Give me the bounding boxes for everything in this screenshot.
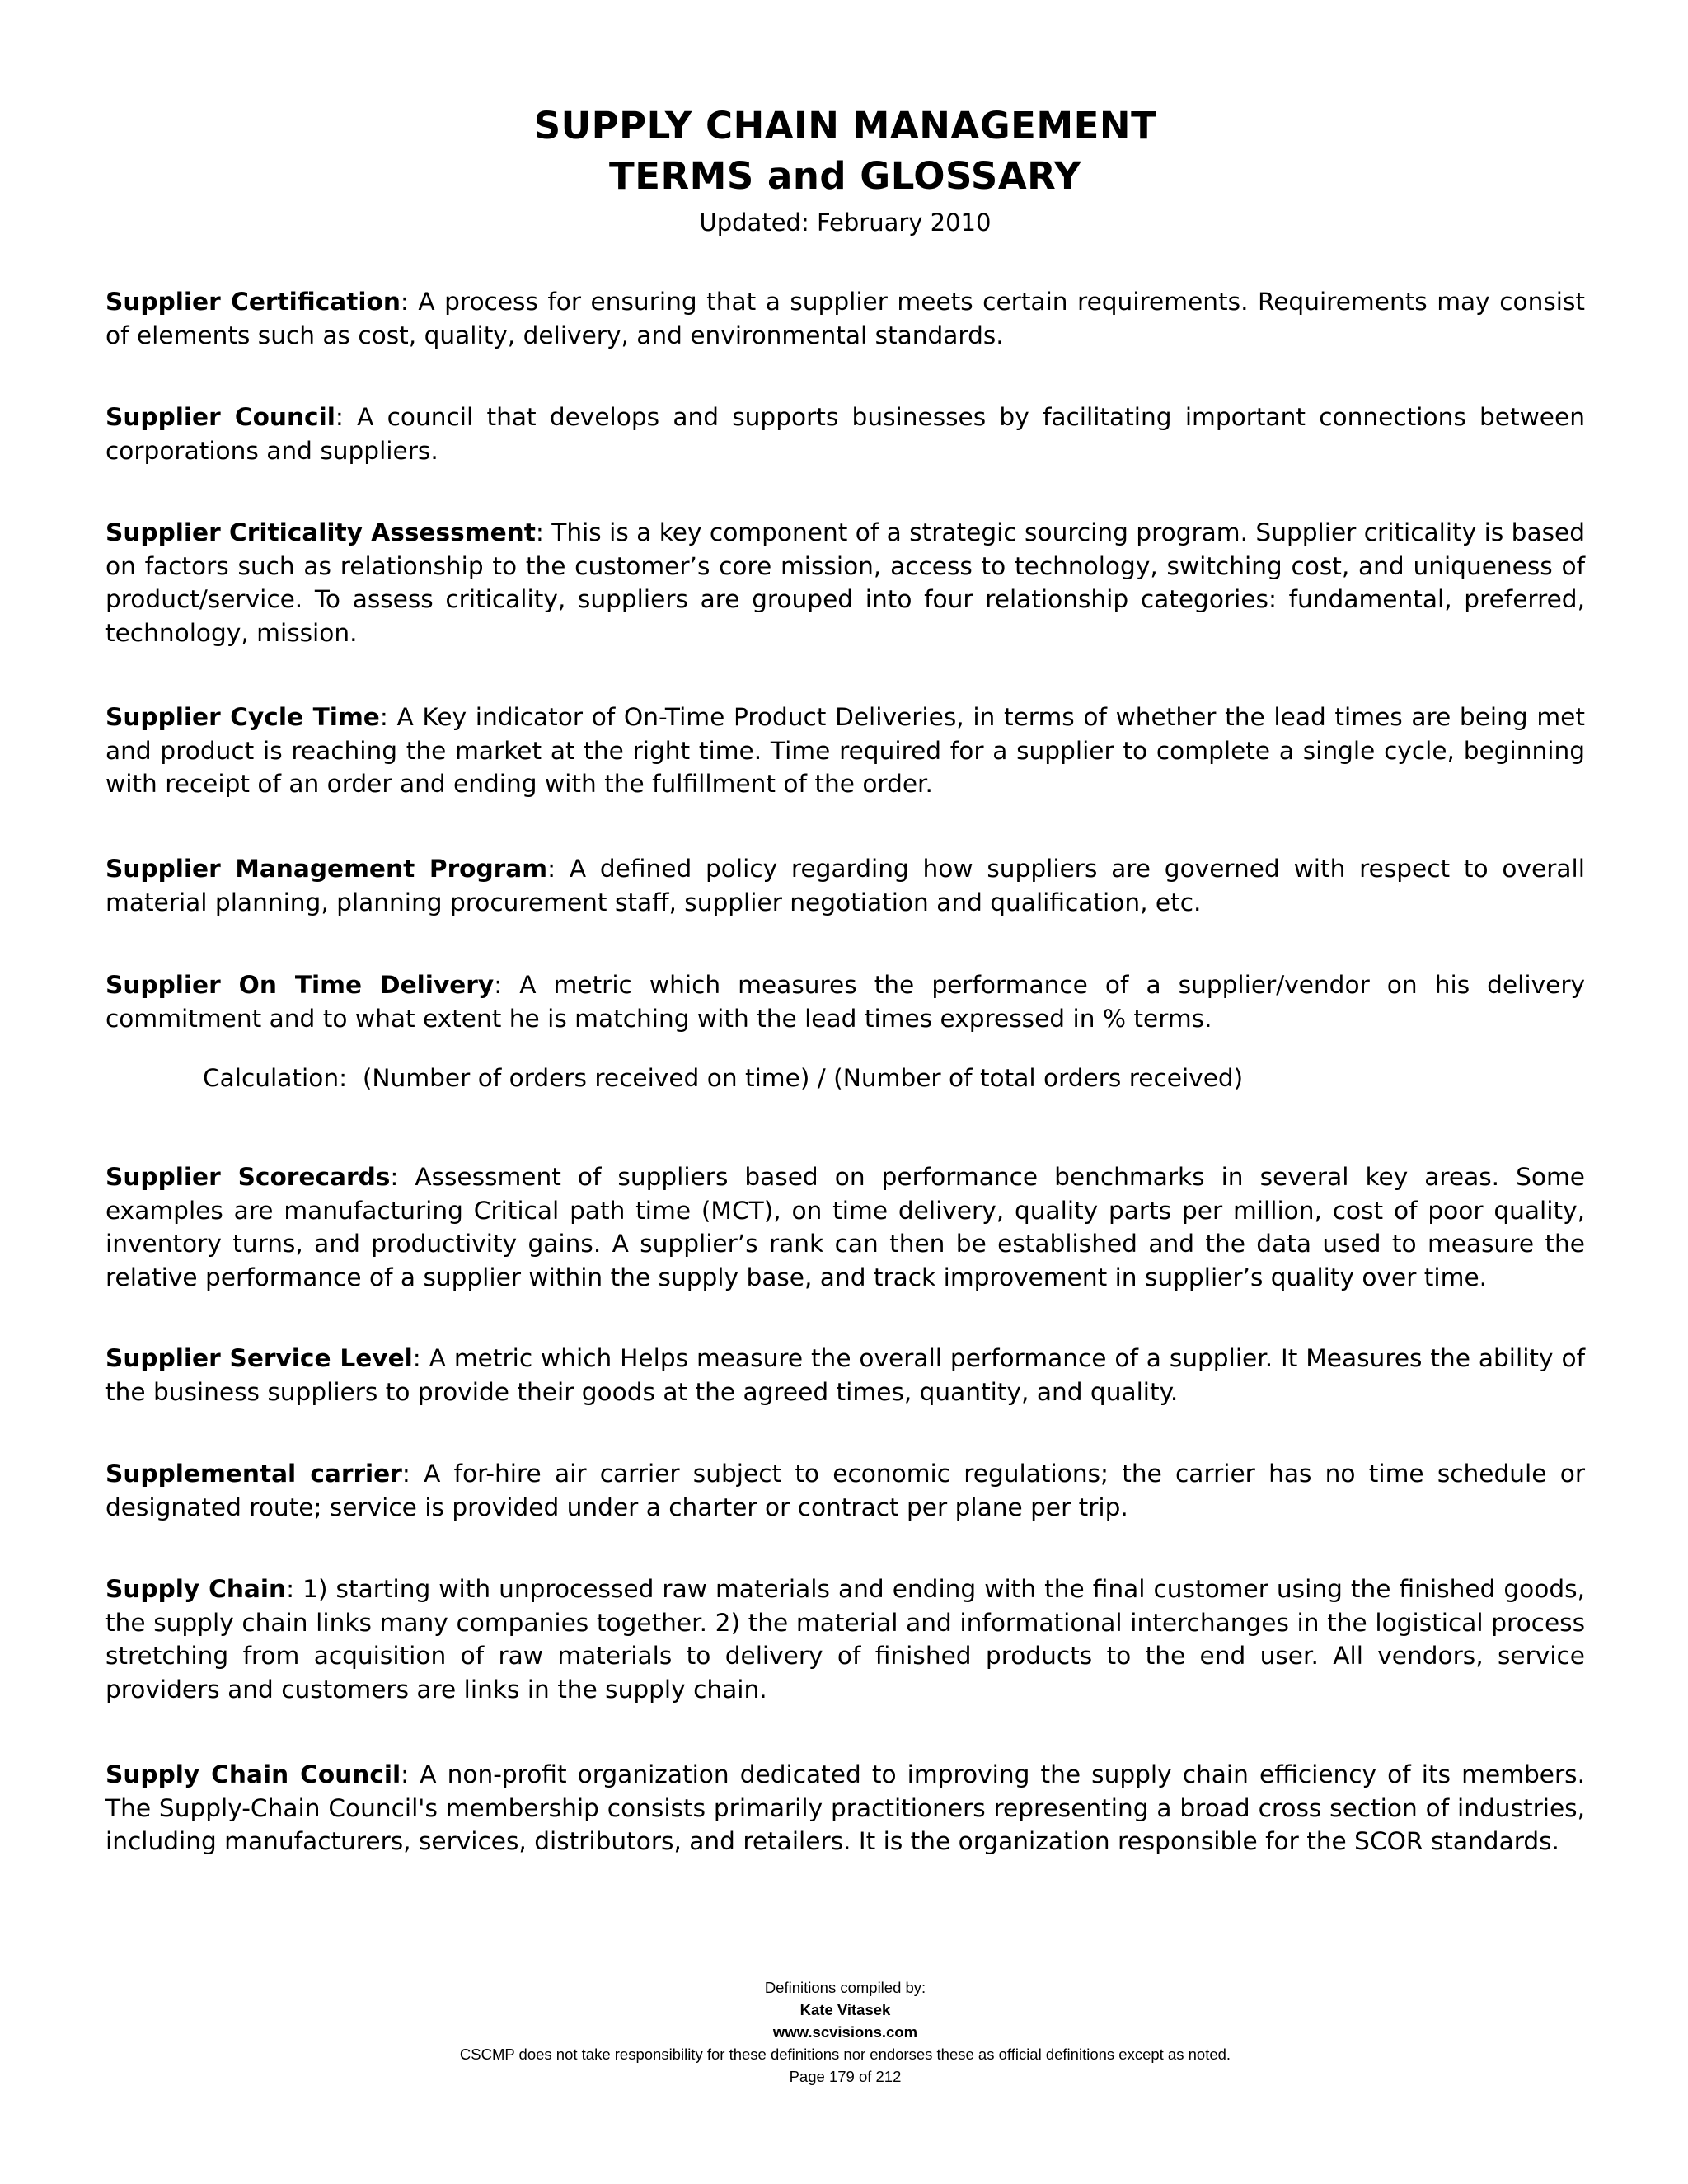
glossary-term: Supplier Service Level: [106, 1344, 413, 1372]
glossary-definition: : A council that develops and supports businesses by facilitating important connections between corporations and suppliers.: [106, 403, 1585, 465]
glossary-entry-supplier-scorecards: [106, 1160, 1585, 1294]
glossary-definition: : A non-profit organization dedicated to improving the supply chain efficiency of its members. The Supply-Chain Council's membership consists primarily practitioners representing a broad cross section of industries, including manufacturers, services, distributors, and retailers. It is the organization responsible for the SCOR standards.: [106, 1760, 1585, 1855]
glossary-term: Supplier On Time Delivery: [106, 971, 495, 999]
glossary-definition: : Assessment of suppliers based on performance benchmarks in several key areas. Some examples are manufacturing Critical path time (MCT), on time delivery, quality parts per million, cost of poor quality, inventory turns, and productivity gains. A supplier’s rank can then be established and the data used to measure the relative performance of a supplier within the supply base, and track improvement in supplier’s quality over time.: [106, 1163, 1585, 1291]
document-title-line-2: TERMS and GLOSSARY: [609, 154, 1081, 198]
glossary-entry-supplier-certification: [106, 285, 1585, 352]
glossary-term: Supply Chain Council: [106, 1760, 401, 1788]
calculation-formula: Calculation: (Number of orders received on time) / (Number of total orders received): [203, 1064, 1244, 1092]
glossary-definition: : A for-hire air carrier subject to economic regulations; the carrier has no time schedule or designated route; service is provided under a charter or contract per plane per trip.: [106, 1460, 1585, 1521]
footer-website-link[interactable]: www.scvisions.com: [772, 2023, 918, 2041]
glossary-entry-supplier-on-time-delivery: [106, 968, 1585, 1035]
glossary-definition: : 1) starting with unprocessed raw materials and ending with the final customer using the finished goods, the supply chain links many companies together. 2) the material and informational interchanges in the logistical process stretching from acquisition of raw materials to delivery of finished products to the end user. All vendors, service providers and customers are links in the supply chain.: [106, 1575, 1585, 1704]
updated-date: Updated: February 2010: [699, 209, 992, 237]
glossary-definition: : A metric which measures the performance of a supplier/vendor on his delivery commitment and to what extent he is matching with the lead times expressed in % terms.: [106, 971, 1586, 1033]
glossary-entry-supplier-service-level: [106, 1342, 1585, 1408]
glossary-term: Supplier Certification: [106, 288, 401, 316]
glossary-entry-supplier-criticality-assessment: [106, 516, 1585, 649]
glossary-term: Supply Chain: [106, 1575, 287, 1603]
footer-disclaimer: CSCMP does not take responsibility for these definitions nor endorses these as official definitions except as noted.: [459, 2046, 1231, 2063]
glossary-definition: : A metric which Helps measure the overall performance of a supplier. It Measures the ability of the business suppliers to provide their goods at the agreed times, quantity, and quality.: [106, 1344, 1585, 1406]
glossary-entry-supplier-management-program: [106, 852, 1585, 919]
glossary-entry-supplier-council: [106, 401, 1585, 467]
page-footer: [106, 1976, 1585, 2088]
glossary-entry-supply-chain-council: [106, 1758, 1585, 1858]
glossary-definition: : A Key indicator of On-Time Product Deliveries, in terms of whether the lead times are being met and product is reaching the market at the right time. Time required for a supplier to complete a single cycle, beginning with receipt of an order and ending with the fulfillment of the order.: [106, 703, 1585, 798]
footer-page-number: Page 179 of 212: [789, 2068, 902, 2085]
glossary-term: Supplier Council: [106, 403, 335, 431]
glossary-entry-supplier-cycle-time: [106, 701, 1585, 801]
glossary-definition: : A process for ensuring that a supplier meets certain requirements. Requirements may consist of elements such as cost, quality, delivery, and environmental standards.: [106, 288, 1585, 349]
document-page: [106, 0, 1585, 2184]
glossary-term: Supplier Scorecards: [106, 1163, 391, 1191]
glossary-definition: : A defined policy regarding how suppliers are governed with respect to overall material planning, planning procurement staff, supplier negotiation and qualification, etc.: [106, 855, 1585, 916]
footer-author: Kate Vitasek: [799, 2001, 891, 2018]
glossary-definition: : This is a key component of a strategic sourcing program. Supplier criticality is based on factors such as relationship to the customer’s core mission, access to technology, switching cost, and uniqueness of product/service. To assess criticality, suppliers are grouped into four relationship categories: fundamental, preferred, technology, mission.: [106, 518, 1585, 647]
glossary-entry-supplemental-carrier: [106, 1457, 1585, 1524]
glossary-entry-supply-chain: [106, 1572, 1585, 1706]
glossary-term: Supplemental carrier: [106, 1460, 402, 1488]
document-title-line-1: SUPPLY CHAIN MANAGEMENT: [533, 104, 1157, 148]
footer-compiled-by: Definitions compiled by:: [764, 1979, 926, 1996]
document-header: [106, 101, 1585, 239]
glossary-term: Supplier Cycle Time: [106, 703, 380, 731]
glossary-term: Supplier Management Program: [106, 855, 548, 883]
glossary-term: Supplier Criticality Assessment: [106, 518, 536, 546]
